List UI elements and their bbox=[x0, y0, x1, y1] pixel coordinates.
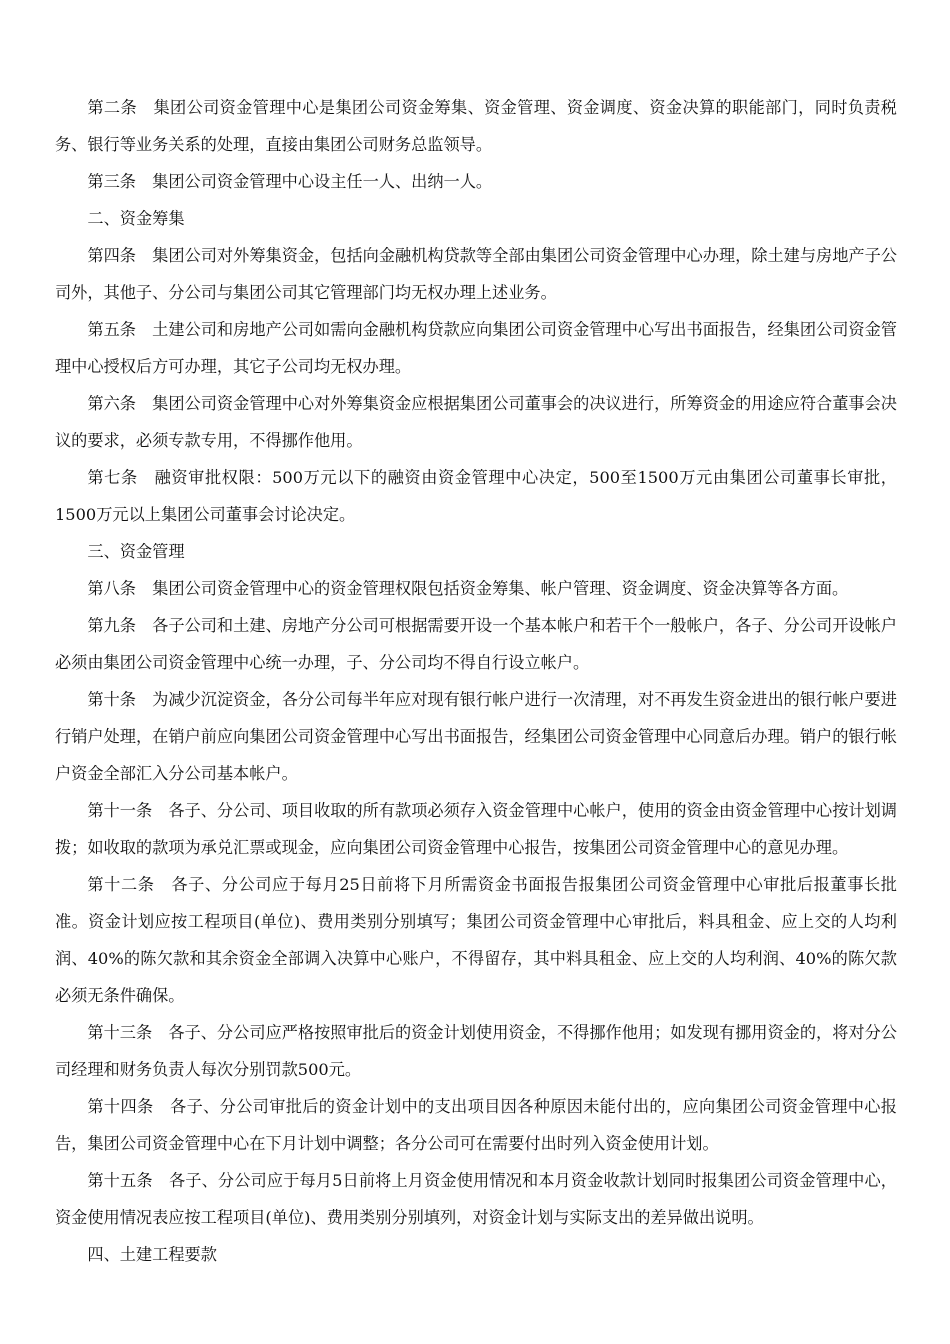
article-8: 第八条 集团公司资金管理中心的资金管理权限包括资金筹集、帐户管理、资金调度、资金决算等各方面。 bbox=[87, 579, 849, 598]
article-15: 第十五条 各子、分公司应于每月5日前将上月资金使用情况和本月资金收款计划同时报集团公司资金管理中心，资金使用情况表应按工程项目(单位)、费用类别分别填列，对资金计划与实际支出的差异做出说明。 bbox=[55, 1171, 897, 1227]
article-3: 第三条 集团公司资金管理中心设主任一人、出纳一人。 bbox=[87, 172, 493, 191]
section-heading-construction-funding: 四、土建工程要款 bbox=[87, 1245, 217, 1264]
article-7: 第七条 融资审批权限：500万元以下的融资由资金管理中心决定，500至1500万元由集团公司董事长审批，1500万元以上集团公司董事会讨论决定。 bbox=[55, 468, 897, 524]
section-heading-fund-management: 三、资金管理 bbox=[87, 542, 185, 561]
section-heading-fund-raising: 二、资金筹集 bbox=[87, 209, 185, 228]
article-10: 第十条 为减少沉淀资金，各分公司每半年应对现有银行帐户进行一次清理，对不再发生资金进出的银行帐户要进行销户处理，在销户前应向集团公司资金管理中心写出书面报告，经集团公司资金管理中心同意后办理。销户的银行帐户资金全部汇入分公司基本帐户。 bbox=[55, 690, 897, 783]
article-9: 第九条 各子公司和土建、房地产分公司可根据需要开设一个基本帐户和若干个一般帐户，各子、分公司开设帐户必须由集团公司资金管理中心统一办理，子、分公司均不得自行设立帐户。 bbox=[55, 616, 897, 672]
article-5: 第五条 土建公司和房地产公司如需向金融机构贷款应向集团公司资金管理中心写出书面报告，经集团公司资金管理中心授权后方可办理，其它子公司均无权办理。 bbox=[55, 320, 897, 376]
article-12: 第十二条 各子、分公司应于每月25日前将下月所需资金书面报告报集团公司资金管理中心审批后报董事长批准。资金计划应按工程项目(单位)、费用类别分别填写；集团公司资金管理中心审批后，料具租金、应上交的人均利润、40%的陈欠款和其余资金全部调入决算中心账户，不得留存，其中料具租金、应上交的人均利润、40%的陈欠款必须无条件确保。 bbox=[55, 875, 897, 1005]
article-2: 第二条 集团公司资金管理中心是集团公司资金筹集、资金管理、资金调度、资金决算的职能部门，同时负责税务、银行等业务关系的处理，直接由集团公司财务总监领导。 bbox=[55, 98, 897, 154]
article-11: 第十一条 各子、分公司、项目收取的所有款项必须存入资金管理中心帐户，使用的资金由资金管理中心按计划调拨；如收取的款项为承兑汇票或现金，应向集团公司资金管理中心报告，按集团公司资金管理中心的意见办理。 bbox=[55, 801, 897, 857]
document-page bbox=[55, 89, 897, 1273]
article-13: 第十三条 各子、分公司应严格按照审批后的资金计划使用资金，不得挪作他用；如发现有挪用资金的，将对分公司经理和财务负责人每次分别罚款500元。 bbox=[55, 1023, 897, 1079]
article-6: 第六条 集团公司资金管理中心对外筹集资金应根据集团公司董事会的决议进行，所筹资金的用途应符合董事会决议的要求，必须专款专用，不得挪作他用。 bbox=[55, 394, 897, 450]
article-14: 第十四条 各子、分公司审批后的资金计划中的支出项目因各种原因未能付出的，应向集团公司资金管理中心报告，集团公司资金管理中心在下月计划中调整；各分公司可在需要付出时列入资金使用计划。 bbox=[55, 1097, 897, 1153]
article-4: 第四条 集团公司对外筹集资金，包括向金融机构贷款等全部由集团公司资金管理中心办理，除土建与房地产子公司外，其他子、分公司与集团公司其它管理部门均无权办理上述业务。 bbox=[55, 246, 897, 302]
